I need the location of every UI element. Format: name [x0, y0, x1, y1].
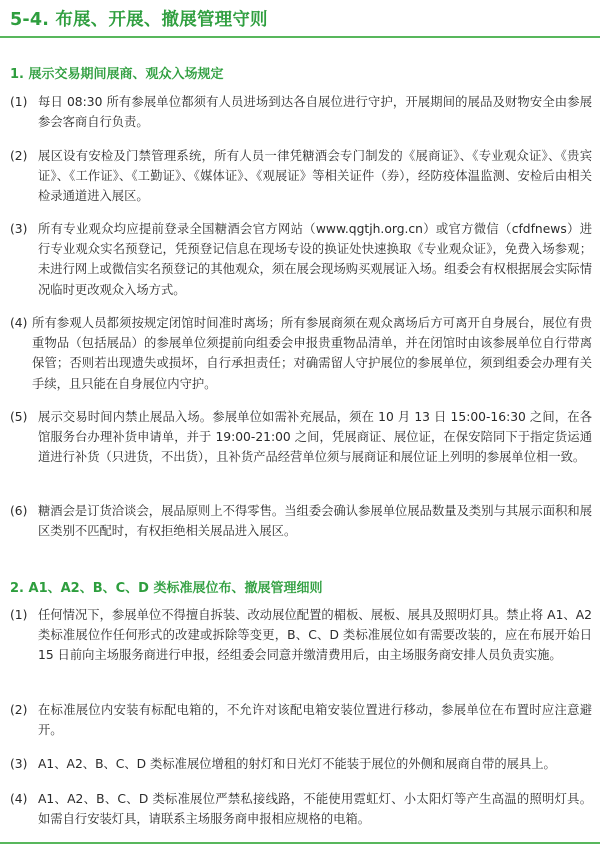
item-number: (6)	[10, 504, 28, 518]
item-number: (4)	[10, 316, 28, 330]
list-item	[10, 146, 592, 207]
item-text: 展示交易时间内禁止展品入场。参展单位如需补充展品，须在 10 月 13 日 15:00-16:30 之间，在各馆服务台办理补货申请单，并于 19:00-21:00 之间，凭展商证、展位证，在保安陪同下于指定货运通道进行补货（只进货，不出货），且补货产品经营单位须与展商证和展位证上列明的参展单位相一致。	[38, 410, 592, 465]
item-text: 在标准展位内安装有标配电箱的，不允许对该配电箱安装位置进行移动，参展单位在布置时应注意避开。	[38, 703, 592, 738]
item-text: 糖酒会是订货洽谈会，展品原则上不得零售。当组委会确认参展单位展品数量及类别与其展示面积和展区类别不匹配时，有权拒绝相关展品进入展区。	[38, 504, 592, 539]
section-heading-entry-rules: 1. 展示交易期间展商、观众入场规定	[10, 67, 224, 82]
item-text: 每日 08:30 所有参展单位都须有人员进场到达各自展位进行守护，开展期间的展品及财物安全由参展参会客商自行负责。	[38, 95, 592, 130]
item-text: 任何情况下，参展单位不得擅自拆装、改动展位配置的楣板、展板、展具及照明灯具。禁止将 A1、A2 类标准展位作任何形式的改建或拆除等变更，B、C、D 类标准展位如有需要改装的，应在布展开始日 15 日前向主场服务商进行申报，经组委会同意并缴清费用后，由主场服务商安排人员负责实施。	[38, 608, 592, 663]
item-text: 所有专业观众均应提前登录全国糖酒会官方网站（www.qgtjh.org.cn）或官方微信（cfdfnews）进行专业观众实名预登记，凭预登记信息在现场专设的换证处快速换取《专业观众证》，免费入场参观；未进行网上或微信实名预登记的其他观众，须在展会现场购买观展证入场。组委会有权根据展会实际情况临时更改观众入场方式。	[38, 222, 592, 297]
list-item	[10, 92, 592, 132]
section-heading-booth-rules: 2. A1、A2、B、C、D 类标准展位布、撤展管理细则	[10, 581, 323, 596]
item-text: A1、A2、B、C、D 类标准展位增租的射灯和日光灯不能装于展位的外侧和展商自带的展具上。	[38, 757, 556, 771]
list-item	[10, 407, 592, 468]
list-item	[10, 700, 592, 740]
list-item	[10, 219, 592, 300]
item-text: 所有参观人员都须按规定闭馆时间准时离场；所有参展商须在观众离场后方可离开自身展台，展位有贵重物品（包括展品）的参展单位须提前向组委会申报贵重物品清单，并在闭馆时由该参展单位自行带离保管；否则若出现遗失或损坏，自行承担责任；对确需留人守护展位的参展单位，须到组委会办理有关手续，且只能在自身展位内守护。	[32, 316, 592, 391]
item-number: (2)	[10, 703, 28, 717]
page-title: 5-4. 布展、开展、撤展管理守则	[10, 10, 268, 30]
item-text: 展区设有安检及门禁管理系统，所有人员一律凭糖酒会专门制发的《展商证》、《专业观众证》、《贵宾证》、《工作证》、《工勤证》、《媒体证》、《观展证》等相关证件（券），经防疫体温监测、安检后由相关检录通道进入展区。	[38, 149, 592, 204]
list-item	[10, 605, 592, 666]
item-number: (4)	[10, 792, 28, 806]
list-item	[10, 789, 592, 829]
item-number: (3)	[10, 222, 28, 236]
title-divider	[0, 36, 600, 38]
item-number: (2)	[10, 149, 28, 163]
item-number: (3)	[10, 757, 28, 771]
item-number: (1)	[10, 95, 28, 109]
list-item	[10, 501, 592, 541]
item-text: A1、A2、B、C、D 类标准展位严禁私接线路，不能使用霓虹灯、小太阳灯等产生高温的照明灯具。如需自行安装灯具，请联系主场服务商申报相应规格的电箱。	[38, 792, 592, 827]
list-item	[10, 313, 592, 394]
list-item	[10, 754, 592, 774]
item-number: (1)	[10, 608, 28, 622]
footer-divider	[0, 842, 600, 844]
item-number: (5)	[10, 410, 28, 424]
